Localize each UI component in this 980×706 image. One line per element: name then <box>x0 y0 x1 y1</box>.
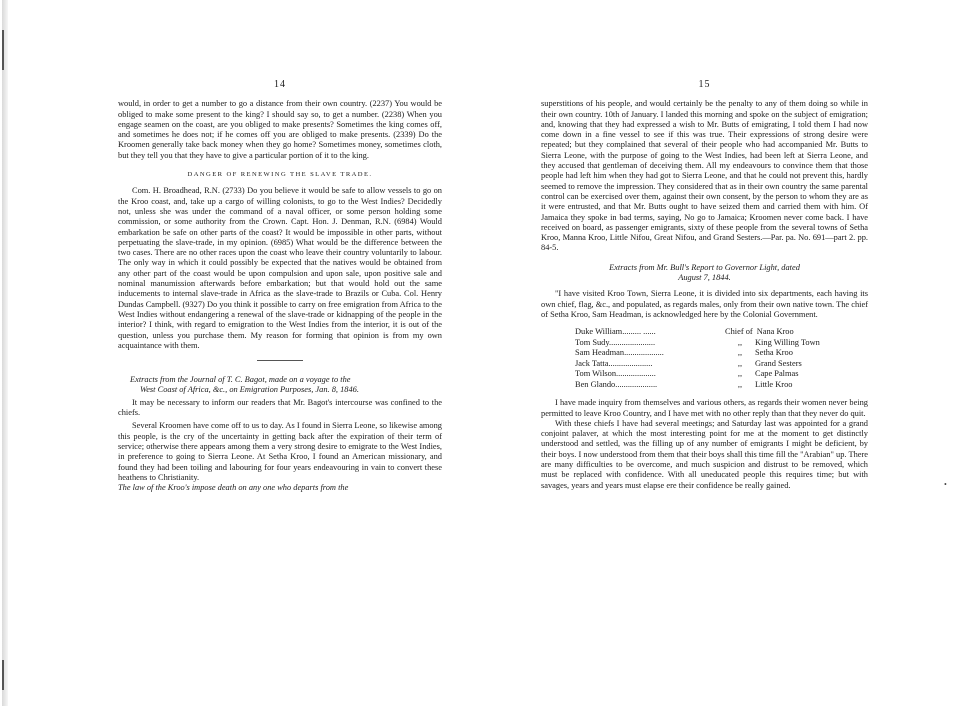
roster-dots: ......... ...... <box>622 327 656 337</box>
quote-paragraph: "I have visited Kroo Town, Sierra Leone, it is divided into six departments, each having its own chief, flag, &c., and populated, as regards males, only from their own native town. The chief of Setha Kroo, Sam Headman, is acknowledged here by the Colonial Government. <box>541 289 868 319</box>
roster-sep: ,, <box>737 369 743 379</box>
book-spine-shadow <box>2 0 8 706</box>
kroomen-paragraph: Several Kroomen have come off to us to day. As I found in Sierra Leone, so likewise among this people, is the cry of the uncertainty in getting back after the expiration of their term of service; otherwise there appears among them a very strong desire to emigrate to the West Indies, in preference to going to Sierra Leone. At Setha Kroo, I found an American missionary, and found they had been toiling and labouring for four years endeavouring in vain to convert these heathens to Christianity. <box>118 421 442 482</box>
chiefs-paragraph: With these chiefs I have had several meetings; and Saturday last was appointed for a grand conjoint palaver, at which the most interesting point for me at the moment to get distinctly understood and settled, was the filling up of any number of emigrants I might be deficient, by their boys. I now understood from them that their boys shall this time fill the "Arabian" up. There are many difficulties to be overcome, and much suspicion and distrust to be removed, which must be replaced with confidence. With all uneducated people this requires time; but with savages, years and years must elapse ere their confidence be really gained. <box>541 418 868 490</box>
roster-name: Duke William <box>575 327 623 337</box>
roster-town: Setha Kroo <box>755 348 793 358</box>
roster-name: Tom Wilson <box>575 369 617 379</box>
spine-mark <box>2 660 4 690</box>
roster-dots: .................... <box>615 379 658 389</box>
chief-roster <box>575 327 868 390</box>
roster-name: Tom Sudy <box>575 337 610 347</box>
extract-title-line1: Extracts from the Journal of T. C. Bagot, made on a voyage to the <box>130 375 351 385</box>
intro-paragraph: It may be necessary to inform our readers that Mr. Bagot's intercourse was confined to the chiefs. <box>118 397 442 418</box>
roster-town: Grand Sesters <box>755 358 802 368</box>
roster-dots: ................... <box>616 369 656 379</box>
extract-title <box>118 375 442 396</box>
roster-row <box>575 338 868 349</box>
section-heading: DANGER OF RENEWING THE SLAVE TRADE. <box>187 171 373 179</box>
roster-row <box>575 359 868 370</box>
extract-title-line2: August 7, 1844. <box>678 273 731 283</box>
extract-title-line2: West Coast of Africa, &c., on Emigration Purposes, Jan. 8, 1846. <box>140 385 359 395</box>
roster-dots: ..................... <box>608 358 653 368</box>
left-page <box>118 80 442 493</box>
page-number: 14 <box>274 79 286 90</box>
divider-rule <box>257 360 303 361</box>
roster-name: Sam Headman <box>575 348 625 358</box>
roster-sep: Chief of <box>725 327 753 337</box>
roster-dots: ...................... <box>609 337 656 347</box>
roster-row <box>575 380 868 391</box>
page-number: 15 <box>698 79 711 90</box>
roster-row <box>575 327 868 338</box>
roster-sep: ,, <box>737 337 743 347</box>
roster-town: Little Kroo <box>755 379 793 389</box>
closing-italic-line: The law of the Kroo's impose death on any one who departs from the <box>118 483 349 493</box>
roster-name: Ben Glando <box>575 379 616 389</box>
danger-paragraph: Com. H. Broadhead, R.N. (2733) Do you believe it would be safe to allow vessels to go on the Kroo coast, and, take up a cargo of willing colonists, to go to the West Indies? Decidedly not, unless she was under the command of a naval officer, or some person holding some commission, or some authority from the Crown. Capt. Hon. J. Denman, R.N. (6984) Would embarkation be safe on other parts of the coast? It would be impossible in other parts, without perpetuating the slave-trade, in my opinion. (6985) What would be the difference between the two cases. There are no other races upon the coast who leave their country voluntarily to labour. The only way in which it could possibly be expected that the natives would be obtained from any other part of the coast would be upon compulsion and upon sale, upon positive sale and nominal manumission afterwards before embarkation; but that would hold out the same inducements to internal slave-trade in Africa as the slave-trade to Brazils or Cuba. Col. Henry Dundas Campbell. (9327) Do you think it possible to carry on free emigration from Africa to the West Indies without endangering a renewal of the slave-trade or kidnapping of the people in the interior? I think, with regard to emigration to the West Indies from the interior, it is out of the question, unless you purchase them. My reason for forming that opinion is from my own acquaintance with them. <box>118 186 442 350</box>
roster-town: King Willing Town <box>755 337 820 347</box>
inquiry-paragraph: I have made inquiry from themselves and various others, as regards their women never being permitted to leave Kroo Country, and I have met with no other reply than that they never do quit. <box>541 398 868 418</box>
roster-name: Jack Tatta <box>575 358 609 368</box>
roster-row <box>575 348 868 359</box>
opening-paragraph: would, in order to get a number to go a distance from their own country. (2237) You would be obliged to make some present to the king? I should say so, to get a number. (2238) When you engage seamen on the coast, are you obliged to make presents? Sometimes the king comes off, and sometimes he does not; if he comes off you are obliged to make presents. (2339) Do the Kroomen generally take back money when they go home? Sometimes money, sometimes cloth, but they tell you that they have to give a particular portion of it to the king. <box>118 99 442 160</box>
extract-title <box>541 263 868 284</box>
roster-sep: ,, <box>737 358 743 368</box>
roster-sep: ,, <box>737 348 743 358</box>
right-page <box>541 80 868 491</box>
roster-sep: ,, <box>737 379 743 389</box>
roster-town: Nana Kroo <box>756 327 794 337</box>
roster-dots: ................... <box>624 348 664 358</box>
spine-mark <box>2 30 4 70</box>
scan-speck: • <box>944 480 947 489</box>
extract-title-line1: Extracts from Mr. Bull's Report to Governor Light, dated <box>609 262 800 272</box>
opening-paragraph: superstitions of his people, and would certainly be the penalty to any of them doing so while in their own country. 10th of January. I landed this morning and spoke on the subject of emigration; and, knowing that they had expressed a wish to Mr. Butts of emigrating, I told them I had now come down in a fine vessel to see if this was true. Their expressions of strong desire were repeated; but they complained that several of their people who had accompanied Mr. Butts to Sierra Leone, with the purpose of going to the West Indies, had been left at Sierra Leone, and they accused that gentleman of deceiving them. All my endeavours to convince them that those people had left him when they had got to Sierra Leone, and that he could not prevent this, hardly seemed to remove the impression. They considered that as in their own country the same parental control can be exercised over them, against their own consent, by the person to whom they are as it were entrusted, and that Mr. Butts ought to have seized them and carried them with him. Of Jamaica they spoke in bad terms, saying, No go to Jamaica; Kroomen never come back. I have received on board, as passenger emigrants, sixty of these people from the several towns of Setha Kroo, Manna Kroo, Little Nifou, Great Nifou, and Grand Sesters.—Par. pa. No. 691—part 2. pp. 84-5. <box>541 99 868 253</box>
roster-row <box>575 369 868 380</box>
roster-town: Cape Palmas <box>755 369 799 379</box>
